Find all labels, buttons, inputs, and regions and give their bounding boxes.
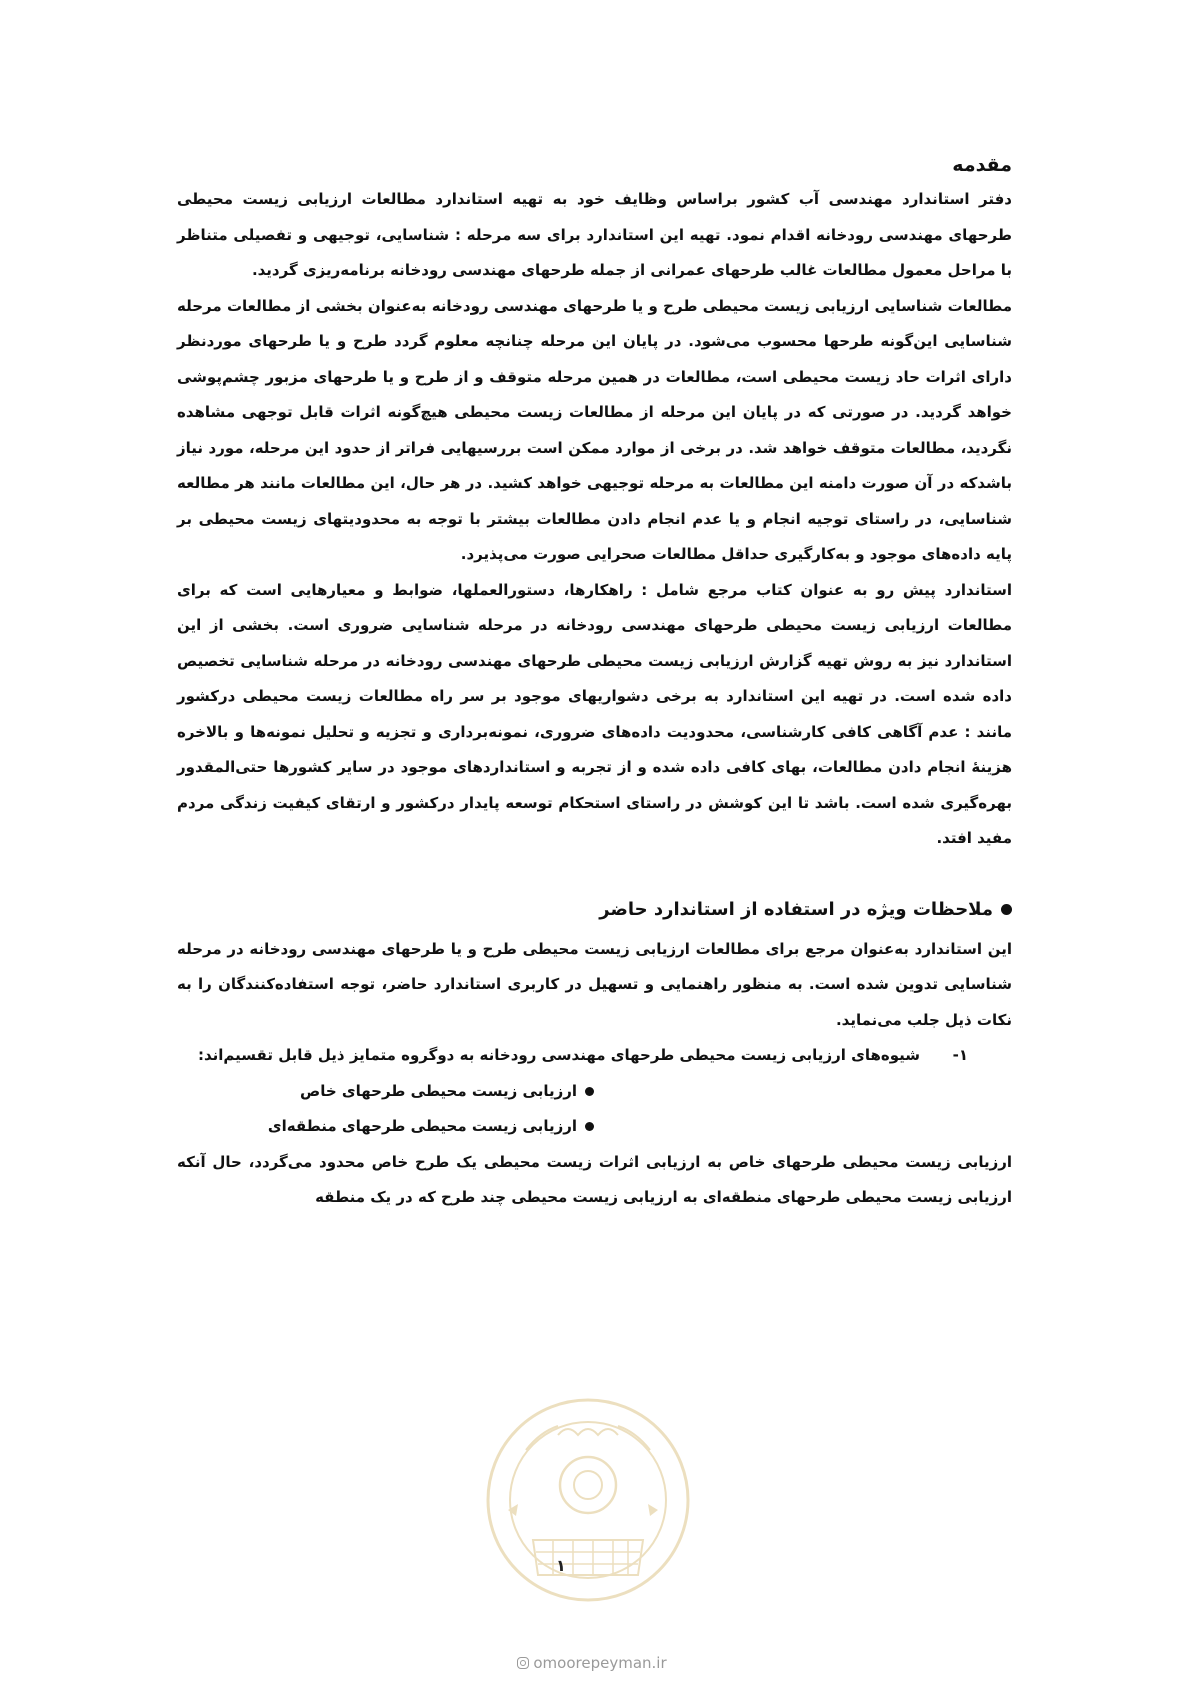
watermark-logo [478,1390,698,1610]
numbered-item-text: شیوه‌های ارزیابی زیست محیطی طرحهای مهندسی رودخانه به دوگروه متمایز ذیل قابل تقسیم‌اند: [197,1046,920,1064]
numbered-item [177,1038,968,1074]
page-heading: مقدمه [952,154,1012,176]
sub-item-label: ارزیابی زیست محیطی طرحهای منطقه‌ای [267,1117,577,1135]
watermark-url-text: omoorepeyman.ir [533,1654,667,1672]
bullet-icon [1001,904,1012,915]
list-item [177,1109,594,1145]
section-title: ملاحظات ویژه در استفاده از استاندارد حاضر [599,898,993,920]
bullet-icon [585,1122,594,1131]
numbered-item-number: ۱- [952,1046,968,1064]
logo-emblem [488,1400,688,1600]
intro-paragraph-2: مطالعات شناسایی ارزیابی زیست محیطی طرح و یا طرحهای مهندسی رودخانه به‌عنوان بخشی از مطالعات مرحله شناسایی این‌گونه طرحها محسوب می‌شود. در پایان این مرحله چنانچه معلوم گردد طرح و یا طرحهای موردنظر دارای اثرات حاد زیست محیطی است، مطالعات در همین مرحله متوقف و از طرح و یا طرحهای مزبور چشم‌پوشی خواهد گردید. در صورتی که در پایان این مرحله از مطالعات زیست محیطی هیچ‌گونه اثرات قابل توجهی مشاهده نگردید، مطالعات متوقف خواهد شد. در برخی از موارد ممکن است بررسیهایی فراتر از حدود این مرحله، مورد نیاز باشدکه در آن صورت دامنه این مطالعات به مرحله توجیهی خواهد کشید. در هر حال، این مطالعات مانند هر مطالعه شناسایی، در راستای توجیه انجام و یا عدم انجام دادن مطالعات بیشتر با توجه به محدودیتهای زیست محیطی بر پایه داده‌های موجود و به‌کارگیری حداقل مطالعات صحرایی صورت می‌پذیرد. [177,296,1012,563]
bullet-icon [585,1087,594,1096]
list-item [177,1074,594,1110]
document-body [177,150,1012,1216]
intro-paragraph-1: دفتر استاندارد مهندسی آب کشور براساس وظایف خود به تهیه استاندارد مطالعات ارزیابی زیست محیطی طرحهای مهندسی رودخانه اقدام نمود. تهیه این استاندارد برای سه مرحله : شناسایی، توجیهی و تفصیلی متناظر با مراحل معمول مطالعات غالب طرحهای عمرانی از جمله طرحهای مهندسی رودخانه برنامه‌ریزی گردید. [177,190,1012,279]
section-paragraph: این استاندارد به‌عنوان مرجع برای مطالعات ارزیابی زیست محیطی طرح و یا طرحهای مهندسی رودخانه در مرحله شناسایی تدوین شده است. به منظور راهنمایی و تسهیل در کاربری استاندارد حاضر، توجه استفاده‌کنندگان را به نکات ذیل جلب می‌نماید. [177,939,1012,1029]
page-number: ۱ [556,1556,566,1575]
intro-paragraph-3: استاندارد پیش رو به عنوان کتاب مرجع شامل : راهکارها، دستورالعملها، ضوابط و معیارهایی است که برای مطالعات ارزیابی زیست محیطی طرحهای مهندسی رودخانه در مرحله شناسایی ضروری است. بخشی از این استاندارد نیز به روش تهیه گزارش ارزیابی زیست محیطی طرحهای مهندسی رودخانه در مرحله شناسایی تخصیص داده شده است. در تهیه این استاندارد به برخی دشواریهای موجود بر سر راه مطالعات زیست محیطی درکشور مانند : عدم آگاهی کافی کارشناسی، محدودیت داده‌های ضروری، نمونه‌برداری و تجزیه و تحلیل نمونه‌ها و بالاخره هزینهٔ انجام دادن مطالعات، بهای کافی داده شده و از تجربه و استانداردهای موجود در سایر کشورها حتی‌المقدور بهره‌گیری شده است. باشد تا این کوشش در راستای استحکام توسعه پایدار درکشور و ارتقای کیفیت زندگی مردم مفید افتد. [177,580,1012,847]
instagram-icon [517,1657,529,1669]
watermark-url [482,1654,702,1672]
closing-paragraph: ارزیابی زیست محیطی طرحهای خاص به ارزیابی اثرات زیست محیطی یک طرح خاص محدود می‌گردد، حال آنکه ارزیابی زیست محیطی طرحهای منطقه‌ای به ارزیابی زیست محیطی چند طرح که در یک منطقه [177,1152,1012,1206]
sub-list [177,1074,594,1145]
section-heading [177,894,1012,926]
sub-item-label: ارزیابی زیست محیطی طرحهای خاص [300,1081,577,1100]
